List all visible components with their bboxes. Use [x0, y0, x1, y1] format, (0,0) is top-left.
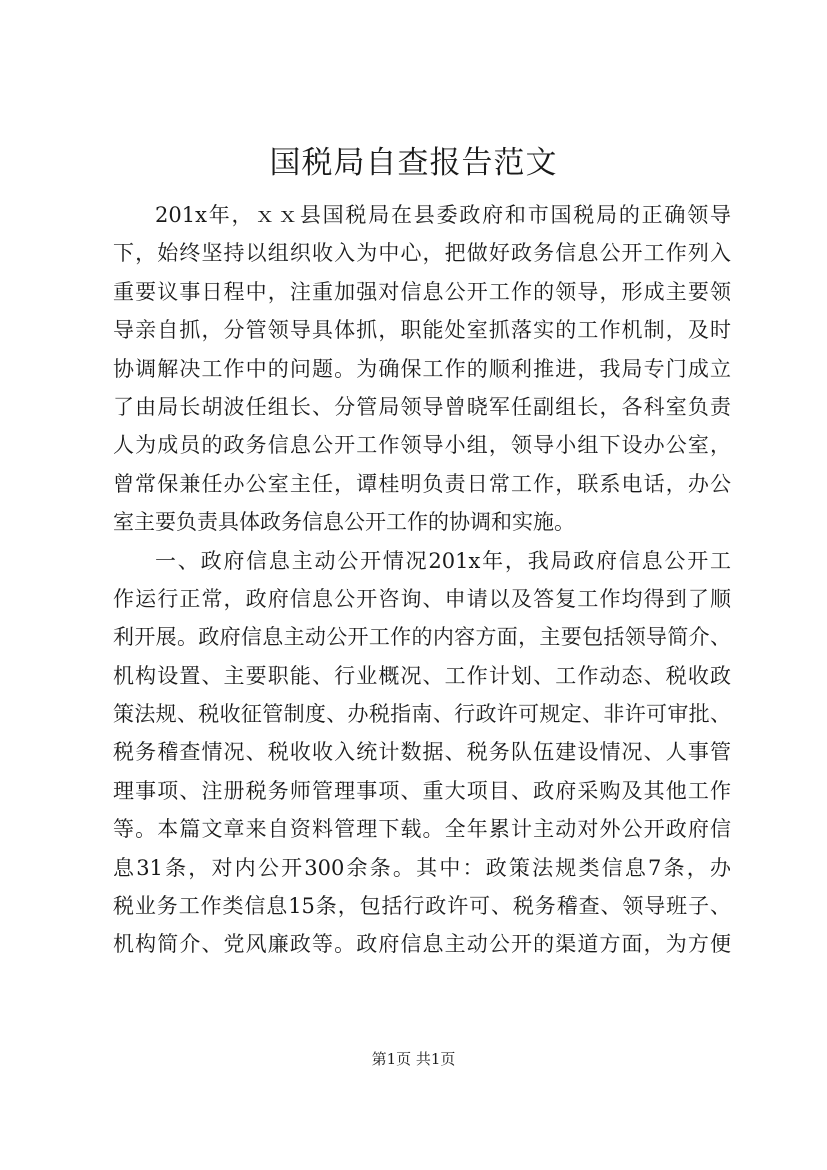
paragraph-line: 税务稽查情况、税收收入统计数据、税务队伍建设情况、人事管 — [113, 740, 731, 765]
paragraph-line: 下，始终坚持以组织收入为中心，把做好政务信息公开工作列入 — [113, 241, 731, 266]
page-footer: 第1页 共1页 — [371, 1050, 456, 1068]
paragraph-line: 机构简介、党风廉政等。政府信息主动公开的渠道方面，为方便 — [113, 932, 731, 957]
paragraph-line: 税业务工作类信息15条，包括行政许可、税务稽查、领导班子、 — [113, 894, 731, 919]
paragraph-line: 了由局长胡波任组长、分管局领导曾晓军任副组长，各科室负责 — [113, 394, 731, 419]
paragraph-line: 重要议事日程中，注重加强对信息公开工作的领导，形成主要领 — [113, 279, 731, 304]
paragraph-line: 室主要负责具体政务信息公开工作的协调和实施。 — [113, 510, 575, 535]
document-body — [113, 196, 731, 964]
paragraph-line: 机构设置、主要职能、行业概况、工作计划、工作动态、税收政 — [113, 663, 731, 688]
paragraph-line: 协调解决工作中的问题。为确保工作的顺利推进，我局专门成立 — [113, 356, 731, 381]
paragraph-line: 导亲自抓，分管领导具体抓，职能处室抓落实的工作机制，及时 — [113, 318, 731, 343]
paragraph-line: 人为成员的政务信息公开工作领导小组，领导小组下设办公室， — [113, 433, 731, 458]
paragraph-line: 策法规、税收征管制度、办税指南、行政许可规定、非许可审批、 — [113, 702, 731, 727]
paragraph-line: 201x年，ｘｘ县国税局在县委政府和市国税局的正确领导 — [155, 203, 731, 227]
paragraph-line: 一、政府信息主动公开情况201x年，我局政府信息公开工 — [155, 548, 731, 573]
paragraph-line: 曾常保兼任办公室主任，谭桂明负责日常工作，联系电话，办公 — [113, 471, 731, 496]
paragraph-line: 利开展。政府信息主动公开工作的内容方面，主要包括领导简介、 — [113, 625, 731, 650]
paragraph-line: 息31条，对内公开300余条。其中：政策法规类信息7条，办 — [113, 855, 731, 880]
paragraph-line: 等。本篇文章来自资料管理下载。全年累计主动对外公开政府信 — [113, 817, 731, 842]
paragraph-line: 理事项、注册税务师管理事项、重大项目、政府采购及其他工作 — [113, 778, 731, 803]
document-title: 国税局自查报告范文 — [269, 145, 558, 181]
paragraph-line: 作运行正常，政府信息公开咨询、申请以及答复工作均得到了顺 — [113, 586, 731, 611]
